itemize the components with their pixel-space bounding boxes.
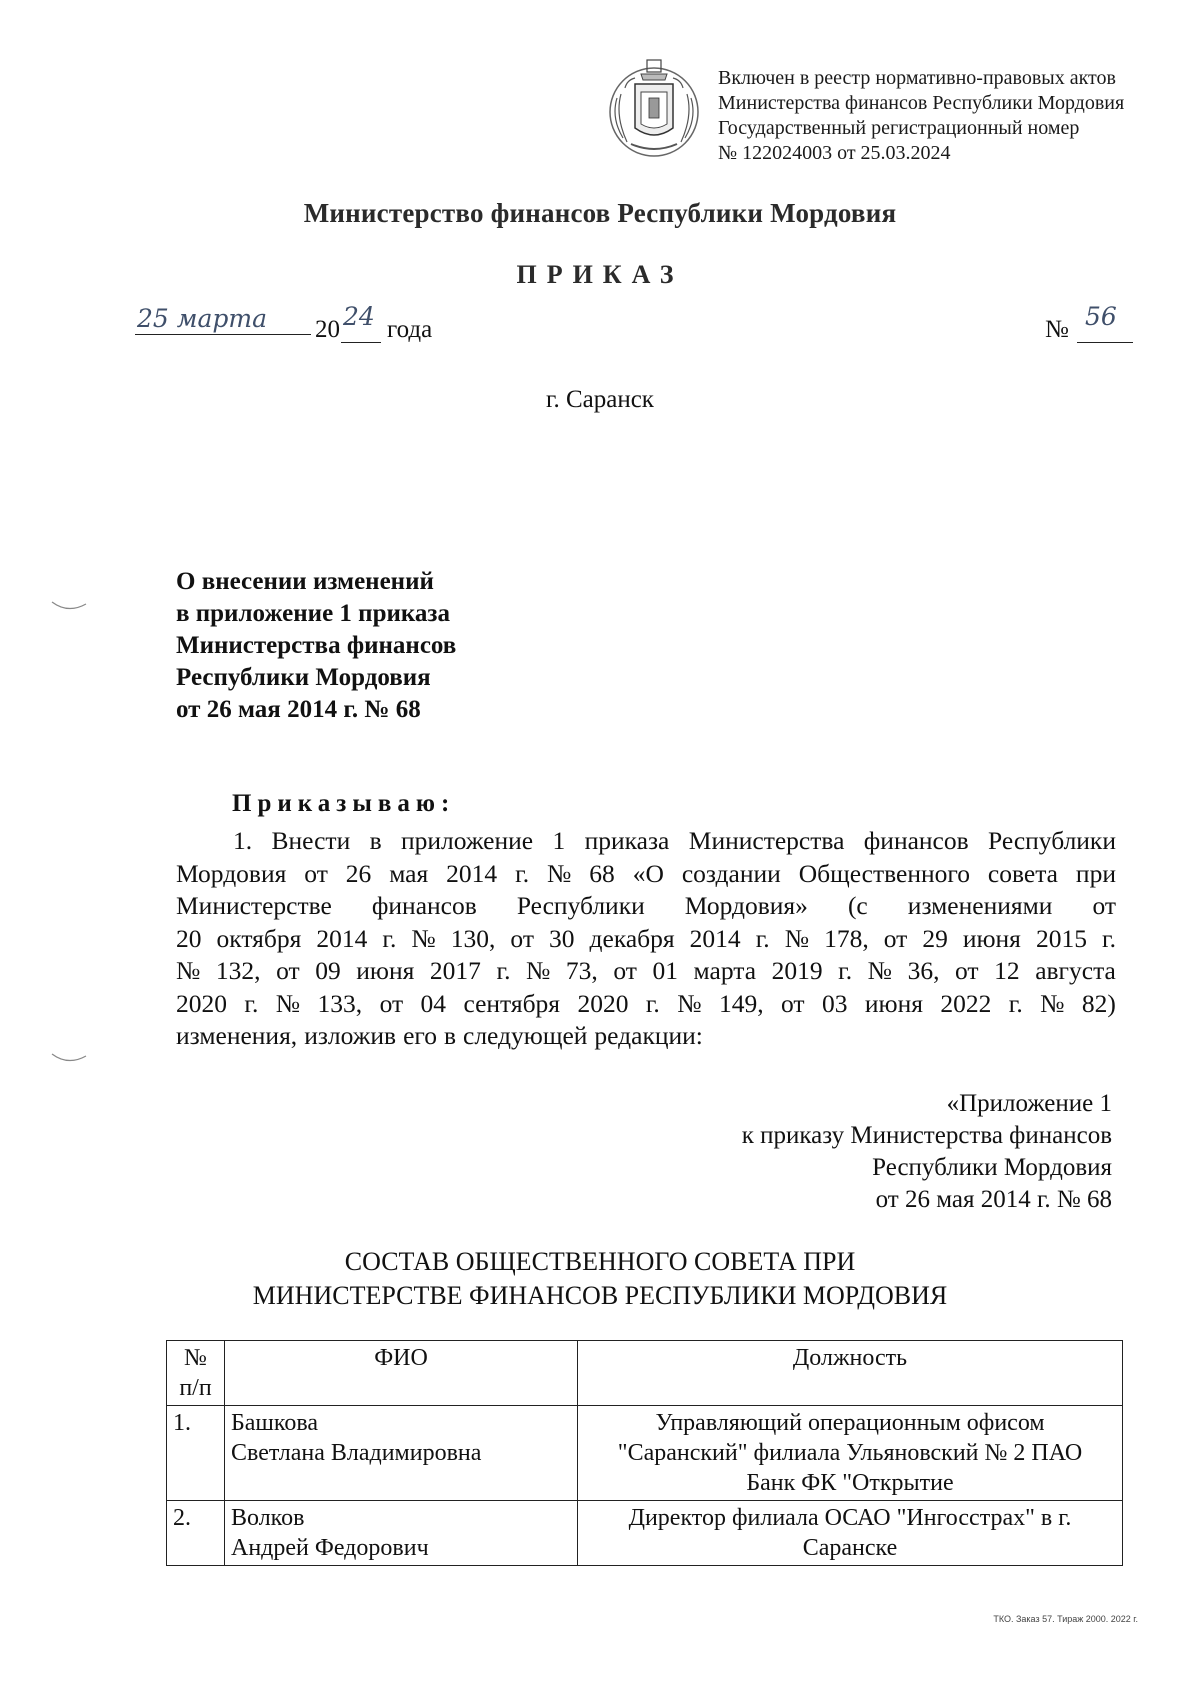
number-label: №	[1045, 316, 1069, 343]
word: 133,	[317, 988, 363, 1018]
appendix-line: Республики Мордовия	[872, 1154, 1112, 1181]
word: финансов	[371, 891, 477, 920]
row-name	[225, 1406, 578, 1501]
word: г.	[1008, 988, 1023, 1018]
word: октября	[216, 923, 302, 953]
word: 2019	[771, 956, 823, 985]
handwritten-number: 56	[1085, 302, 1117, 331]
row-position	[578, 1501, 1123, 1566]
surname: Башкова	[231, 1410, 319, 1436]
word: изменения,	[176, 1021, 298, 1050]
word: Мордовия	[176, 858, 287, 888]
city: г. Саранск	[546, 386, 654, 413]
word: в	[369, 826, 382, 855]
appendix-line: от 26 мая 2014 г. № 68	[875, 1186, 1112, 1213]
composition-title	[0, 1245, 1200, 1313]
header-num	[167, 1341, 225, 1406]
word: создании	[681, 858, 781, 888]
word: изменениями	[907, 891, 1053, 920]
word: №	[547, 858, 572, 888]
word: №	[526, 956, 551, 985]
date-underline	[135, 334, 311, 335]
paragraph-line	[176, 858, 1116, 891]
word: 132,	[215, 956, 261, 985]
word: от	[955, 956, 979, 985]
word: 01	[652, 956, 678, 985]
year-suffix: года	[387, 316, 433, 343]
handwritten-date: 25 марта	[137, 304, 268, 333]
subject-line: Республики Мордовия	[176, 664, 431, 691]
registry-note	[718, 66, 1124, 166]
word: 178,	[824, 923, 869, 953]
appendix-line: к приказу Министерства финансов	[741, 1122, 1112, 1149]
word: декабря	[589, 923, 675, 953]
word: г.	[496, 956, 511, 985]
word: от	[613, 956, 637, 985]
paragraph-line	[176, 890, 1116, 923]
registry-line: Включен в реестр нормативно-правовых актов	[718, 67, 1116, 89]
word: 149,	[718, 988, 764, 1018]
print-run-footer: ТКО. Заказ 57. Тираж 2000. 2022 г.	[993, 1614, 1138, 1624]
word: г.	[515, 858, 530, 888]
word: мая	[389, 858, 429, 888]
table-header-row	[167, 1341, 1123, 1406]
row-num: 1.	[167, 1406, 225, 1501]
word: 20	[176, 923, 202, 953]
word: следующей	[463, 1021, 588, 1050]
word: г.	[755, 923, 770, 953]
word: г.	[645, 988, 660, 1018]
position-line: Управляющий операционным офисом	[655, 1410, 1045, 1436]
word: от	[781, 988, 805, 1018]
word: 2014	[446, 858, 498, 888]
word: редакции:	[594, 1021, 703, 1050]
position-line: "Саранский" филиала Ульяновский № 2 ПАО	[617, 1440, 1083, 1466]
appendix-header	[742, 1088, 1112, 1216]
word: №	[1040, 988, 1065, 1018]
row-name	[225, 1501, 578, 1566]
appendix-line: «Приложение 1	[946, 1090, 1112, 1117]
position-line: Банк ФК "Открытие	[746, 1470, 954, 1496]
handwritten-year: 24	[343, 302, 375, 331]
subject-line: в приложение 1 приказа	[176, 600, 450, 627]
word: 2015	[1035, 923, 1087, 953]
subject-line: от 26 мая 2014 г. № 68	[176, 696, 421, 723]
orders-heading: Приказываю:	[232, 790, 456, 817]
word: сентября	[463, 988, 561, 1018]
coat-of-arms-emblem	[607, 58, 702, 160]
header-position: Должность	[578, 1341, 1123, 1406]
ministry-name: Министерство финансов Республики Мордовия	[303, 198, 897, 228]
word: при	[1075, 858, 1116, 888]
paragraph-line	[176, 923, 1116, 956]
word: 2020	[176, 988, 227, 1018]
order-paragraph	[176, 825, 1116, 1053]
word: 2020	[577, 988, 629, 1018]
word: приложение	[401, 826, 534, 855]
word: от	[510, 923, 534, 953]
word: совета	[987, 858, 1058, 888]
document-type: ПРИКАЗ	[516, 260, 684, 289]
word: от	[379, 988, 404, 1018]
word: г.	[1101, 923, 1116, 953]
word: 12	[994, 956, 1020, 985]
word: марта	[693, 956, 757, 985]
header-fio: ФИО	[225, 1341, 578, 1406]
registry-line: Министерства финансов Республики Мордовия	[718, 92, 1125, 114]
composition-title-line: МИНИСТЕРСТВЕ ФИНАНСОВ РЕСПУБЛИКИ МОРДОВИЯ	[252, 1281, 948, 1310]
word: изложив	[304, 1021, 397, 1050]
word: Общественного	[798, 858, 970, 888]
subject-line: О внесении изменений	[176, 568, 434, 595]
scan-mark	[50, 1050, 90, 1070]
word: №	[411, 923, 436, 953]
word: от	[276, 956, 300, 985]
year-century: 20	[315, 316, 340, 343]
word: приказа	[584, 826, 670, 855]
header-num-line: п/п	[179, 1375, 212, 1401]
given-names: Светлана Владимировна	[231, 1440, 482, 1466]
word: (с	[847, 891, 868, 920]
position-line: Директор филиала ОСАО "Ингосстрах" в г.	[628, 1505, 1072, 1531]
subject-line: Министерства финансов	[176, 632, 457, 659]
word: 09	[315, 956, 341, 985]
word: августа	[1035, 956, 1116, 985]
row-num: 2.	[167, 1501, 225, 1566]
word: 1.	[233, 826, 253, 855]
word: Мордовия»	[684, 891, 808, 920]
word: 29	[922, 923, 948, 953]
number-underline	[1077, 342, 1133, 343]
paragraph-line	[176, 1020, 1116, 1053]
word: г.	[382, 923, 397, 953]
paragraph-line	[176, 988, 1116, 1021]
word: 26	[345, 858, 372, 888]
word: Внести	[271, 826, 351, 855]
word: 68	[589, 858, 615, 888]
word: №	[784, 923, 810, 953]
paragraph-line	[176, 825, 1116, 858]
date-line	[135, 302, 1135, 352]
word: от	[304, 858, 328, 888]
composition-title-line: СОСТАВ ОБЩЕСТВЕННОГО СОВЕТА ПРИ	[344, 1247, 856, 1276]
word: 2014	[316, 923, 368, 953]
word: Министерстве	[176, 891, 332, 920]
word: 1	[552, 826, 566, 855]
word: 30	[549, 923, 575, 953]
paragraph-line	[176, 955, 1116, 988]
word: июня	[356, 956, 415, 985]
position-line: Саранске	[802, 1535, 898, 1561]
members-table	[166, 1340, 1123, 1566]
word: в	[443, 1021, 457, 1050]
year-underline	[341, 342, 381, 343]
word: Республики	[516, 891, 645, 920]
word: от	[1092, 891, 1116, 920]
word: июня	[962, 923, 1021, 953]
word: №	[176, 956, 201, 985]
table-row	[167, 1501, 1123, 1566]
word: «О	[632, 858, 664, 888]
word: №	[677, 988, 702, 1018]
registry-line: № 122024003 от 25.03.2024	[718, 142, 951, 164]
word: №	[275, 988, 301, 1018]
header-num-line: №	[184, 1345, 207, 1371]
word: 130,	[450, 923, 496, 953]
word: от	[883, 923, 908, 953]
word: №	[867, 956, 893, 985]
word: 73,	[565, 956, 598, 985]
subject-heading	[176, 566, 456, 726]
word: 04	[420, 988, 447, 1018]
word: Министерства	[688, 826, 845, 855]
surname: Волков	[231, 1505, 305, 1531]
word: его	[403, 1021, 437, 1050]
word: 82)	[1081, 988, 1116, 1018]
word: Республики	[988, 826, 1116, 855]
scan-mark	[50, 598, 90, 618]
word: г.	[244, 988, 259, 1018]
word: г.	[838, 956, 853, 985]
given-names: Андрей Федорович	[231, 1535, 429, 1561]
word: 2017	[429, 956, 481, 985]
row-position	[578, 1406, 1123, 1501]
table-row	[167, 1406, 1123, 1501]
word: 36,	[907, 956, 940, 985]
word: 2014	[689, 923, 741, 953]
word: 2022	[940, 988, 992, 1018]
registry-line: Государственный регистрационный номер	[718, 117, 1080, 139]
word: июня	[864, 988, 923, 1018]
word: финансов	[863, 826, 969, 855]
word: 03	[821, 988, 848, 1018]
